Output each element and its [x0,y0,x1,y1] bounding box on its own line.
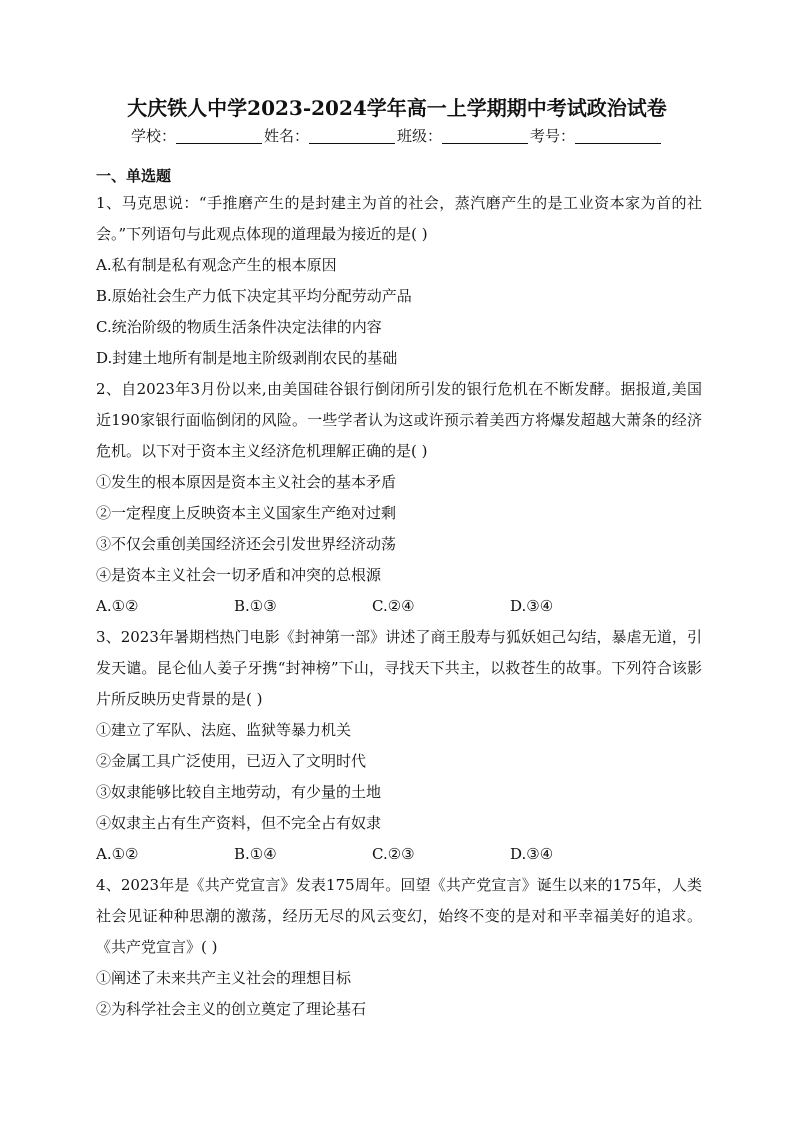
statement-1: ①建立了军队、法庭、监狱等暴力机关 [96,721,352,739]
class-blank[interactable] [442,129,528,144]
choice-d: D.③④ [510,597,554,615]
option-d: D.封建土地所有制是地主阶级剥削农民的基础 [96,349,398,367]
question-1 [96,188,702,374]
statement-3: ③不仅会重创美国经济还会引发世界经济动荡 [96,535,397,553]
choice-c: C.②③ [372,845,415,863]
name-label: 姓名： [263,127,309,145]
exam-number-blank[interactable] [575,129,661,144]
choice-c: C.②④ [372,597,415,615]
choice-b: B.①④ [234,845,277,863]
statement-4: ④奴隶主占有生产资料，但不完全占有奴隶 [96,814,382,832]
statement-4: ④是资本主义社会一切矛盾和冲突的总根源 [96,566,382,584]
choice-a: A.①② [96,845,139,863]
question-4 [96,870,702,1025]
exam-title: 大庆铁人中学2023-2024学年高一上学期期中考试政治试卷 [127,96,667,120]
statement-2: ②为科学社会主义的创立奠定了理论基石 [96,1000,367,1018]
statement-1: ①阐述了未来共产主义社会的理想目标 [96,969,352,987]
exam-content [96,164,702,1025]
statement-1: ①发生的根本原因是资本主义社会的基本矛盾 [96,473,397,491]
school-blank[interactable] [176,129,262,144]
question-stem: 2、自2023年3月份以来,由美国硅谷银行倒闭所引发的银行危机在不断发酵。据报道,美国近190家银行面临倒闭的风险。一些学者认为这或许预示着美西方将爆发超越大萧条的经济危机。以下对于资本主义经济危机理解正确的是( ) [96,380,702,460]
class-field [397,124,530,148]
name-field [264,124,397,148]
answer-choices [96,839,702,870]
option-c: C.统治阶级的物质生活条件决定法律的内容 [96,318,382,336]
school-field [131,124,264,148]
option-b: B.原始社会生产力低下决定其平均分配劳动产品 [96,287,412,305]
student-info-line [0,124,794,148]
choice-b: B.①③ [234,597,277,615]
name-blank[interactable] [309,129,395,144]
exam-number-label: 考号： [530,127,576,145]
question-stem: 1、马克思说：“手推磨产生的是封建主为首的社会，蒸汽磨产生的是工业资本家为首的社会。”下列语句与此观点体现的道理最为接近的是( ) [96,194,702,243]
choice-d: D.③④ [510,845,554,863]
statement-2: ②一定程度上反映资本主义国家生产绝对过剩 [96,504,397,522]
section-title: 一、单选题 [96,167,172,185]
question-stem: 3、2023年暑期档热门电影《封神第一部》讲述了商王殷寿与狐妖妲己勾结，暴虐无道，引发天谴。昆仑仙人姜子牙携“封神榜”下山，寻找天下共主，以救苍生的故事。下列符合该影片所反映历史背景的是( ) [96,628,702,708]
question-3 [96,622,702,870]
question-stem: 4、2023年是《共产党宣言》发表175周年。回望《共产党宣言》诞生以来的175年，人类社会见证种种思潮的激荡，经历无尽的风云变幻，始终不变的是对和平幸福美好的追求。《共产党宣言》( ) [96,876,702,956]
choice-a: A.①② [96,597,139,615]
exam-number-field [530,124,663,148]
statement-2: ②金属工具广泛使用，已迈入了文明时代 [96,752,367,770]
school-label: 学校： [130,127,176,145]
question-2 [96,374,702,622]
option-a: A.私有制是私有观念产生的根本原因 [96,256,337,274]
class-label: 班级： [397,127,443,145]
statement-3: ③奴隶能够比较自主地劳动，有少量的土地 [96,783,382,801]
answer-choices [96,591,702,622]
